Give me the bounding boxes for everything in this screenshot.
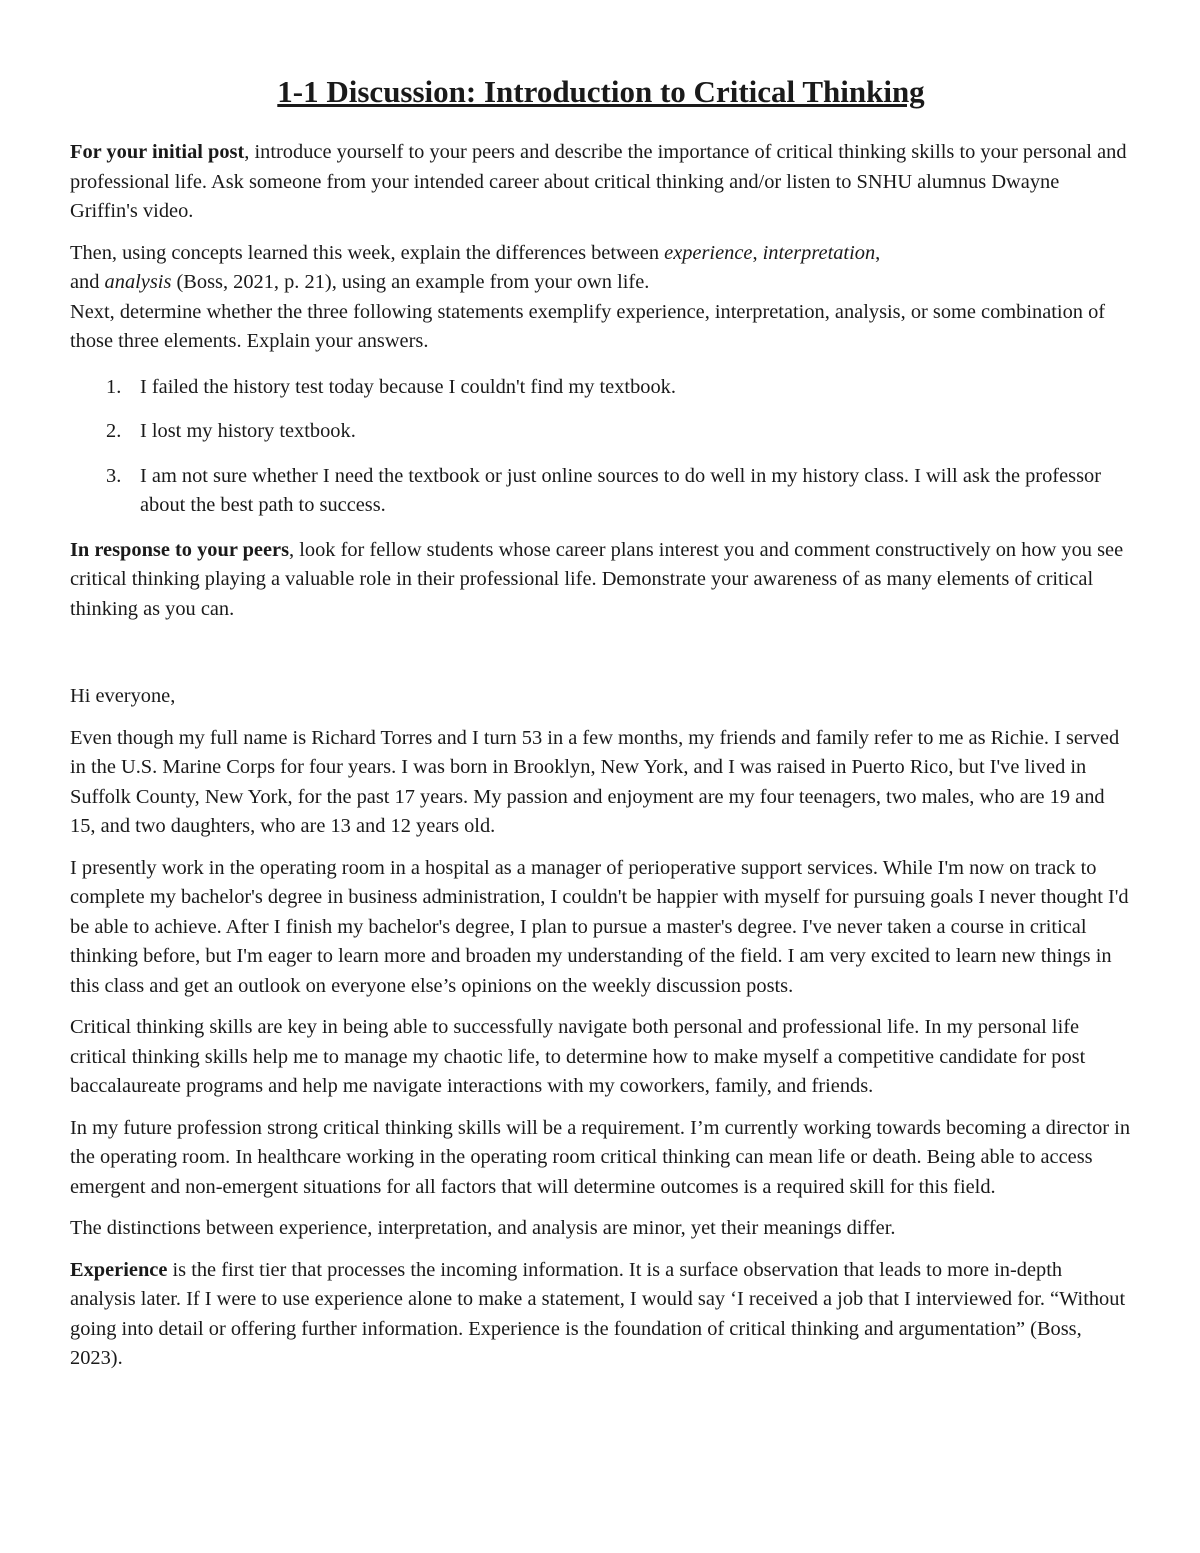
- response-text: is the first tier that processes the incoming information. It is a surface observation that leads to more in-depth analysis later. If I were to use experience alone to make a statement, I would say ‘I received a job that I interviewed for. “Without going into detail or offering further information. Experience is the foundation of critical thinking and argumentation” (Boss, 2023).: [70, 1258, 1126, 1369]
- prompt-text: ,: [875, 241, 881, 264]
- prompt-text: and: [70, 271, 105, 293]
- term-analysis: analysis: [104, 271, 172, 293]
- response-paragraph-distinctions: The distinctions between experience, interpretation, and analysis are minor, yet their meanings differ.: [70, 1217, 896, 1239]
- response-greeting: Hi everyone,: [70, 685, 176, 707]
- term-experience: experience: [664, 241, 753, 264]
- term-interpretation: interpretation: [762, 241, 876, 264]
- prompt-paragraph-peers: [70, 536, 1132, 625]
- statement-list: [70, 373, 1132, 521]
- prompt-text: (Boss, 2021, p. 21), using an example from your own life.: [171, 271, 650, 293]
- initial-post-label: For your initial post: [70, 141, 245, 163]
- prompt-text: , introduce yourself to your peers and describe the importance of critical thinking skills to your personal and professional life. Ask someone from your intended career about critical thinking and/or listen to SNHU alumnus Dwayne Griffin's video.: [70, 141, 1127, 222]
- list-number: 1.: [106, 375, 122, 398]
- list-item-text: I failed the history test today because I couldn't find my textbook.: [140, 375, 676, 398]
- prompt-paragraph-next: Next, determine whether the three following statements exemplify experience, interpretation, analysis, or some combination of those three elements. Explain your answers.: [70, 300, 1106, 352]
- response-paragraph-profession: In my future profession strong critical thinking skills will be a requirement. I’m currently working towards becoming a director in the operating room. In healthcare working in the operating room critical thinking can mean life or death. Being able to access emergent and non-emergent situations for all factors that will determine outcomes is a required skill for this field.: [70, 1116, 1131, 1198]
- document-page: [70, 74, 1132, 1374]
- response-paragraph-intro: Even though my full name is Richard Torres and I turn 53 in a few months, my friends and family refer to me as Richie. I served in the U.S. Marine Corps for four years. I was born in Brooklyn, New York, and I was raised in Puerto Rico, but I've lived in Suffolk County, New York, for the past 17 years. My passion and enjoyment are my four teenagers, two males, who are 19 and 15, and two daughters, who are 13 and 12 years old.: [70, 726, 1120, 837]
- prompt-paragraph-initial-post: [70, 138, 1132, 227]
- prompt-text: , look for fellow students whose career plans interest you and comment constructively on how you see critical thinking playing a valuable role in their professional life. Demonstrate your awareness of as many elements of critical thinking as you can.: [70, 538, 1124, 620]
- experience-label: Experience: [70, 1258, 168, 1281]
- response-paragraph-experience: [70, 1256, 1132, 1374]
- response-paragraph-work: I presently work in the operating room in a hospital as a manager of perioperative support services. While I'm now on track to complete my bachelor's degree in business administration, I couldn't be happier with myself for pursuing goals I never thought I'd be able to achieve. After I finish my bachelor's degree, I plan to pursue a master's degree. I've never taken a course in critical thinking before, but I'm eager to learn more and broaden my understanding of the field. I am very excited to learn new things in this class and get an outlook on everyone else’s opinions on the weekly discussion posts.: [70, 856, 1129, 997]
- list-item-text: I am not sure whether I need the textbook or just online sources to do well in my history class. I will ask the professor about the best path to success.: [140, 464, 1101, 516]
- list-number: 2.: [106, 420, 122, 442]
- list-item-text: I lost my history textbook.: [140, 420, 356, 442]
- prompt-text: ,: [752, 241, 763, 264]
- response-paragraph-skills: Critical thinking skills are key in being able to successfully navigate both personal and professional life. In my personal life critical thinking skills help me to manage my chaotic life, to determine how to make myself a competitive candidate for post baccalaureate programs and help me navigate interactions with my coworkers, family, and friends.: [70, 1016, 1086, 1097]
- list-item: [70, 373, 1132, 403]
- peers-label: In response to your peers: [70, 538, 290, 561]
- prompt-paragraph-concepts: [70, 239, 1132, 298]
- list-number: 3.: [106, 464, 122, 487]
- list-item: [70, 417, 1132, 447]
- list-item: [70, 462, 1132, 521]
- prompt-text: Then, using concepts learned this week, explain the differences between: [70, 241, 665, 264]
- page-title: 1-1 Discussion: Introduction to Critical Thinking: [277, 74, 925, 109]
- section-spacer: [70, 624, 1132, 682]
